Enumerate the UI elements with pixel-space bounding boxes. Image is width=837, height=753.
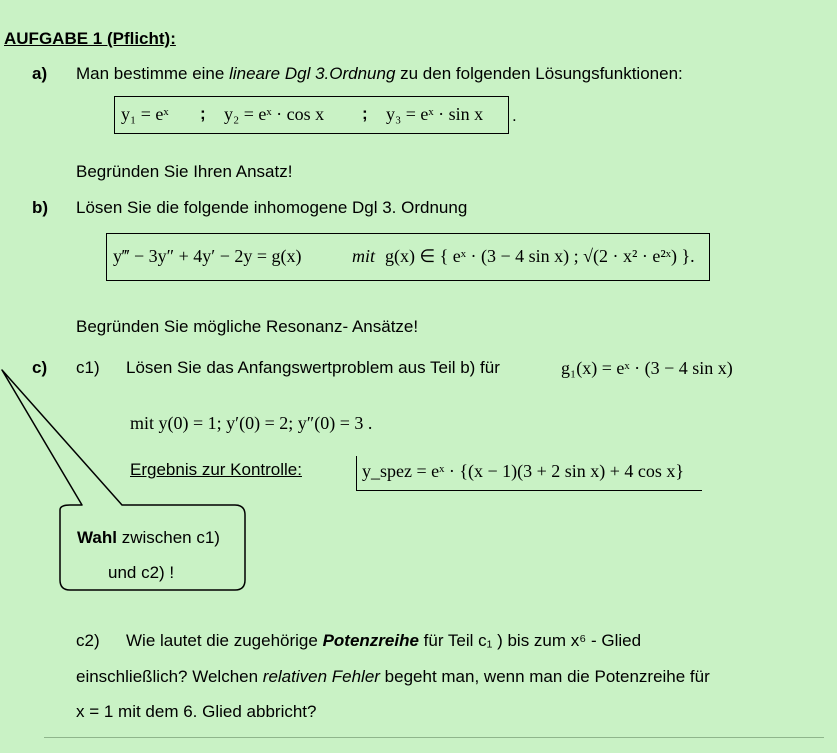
task-title: AUFGABE 1 (Pflicht): (4, 29, 176, 48)
callout-line-1: Wahl zwischen c1) (77, 528, 220, 547)
part-b-label: b) (32, 198, 49, 217)
separator-2: ; (362, 104, 368, 123)
part-a-text: Man bestimme eine lineare Dgl 3.Ordnung zu den folgenden Lösungsfunktionen: (76, 64, 683, 83)
bottom-divider (44, 737, 824, 738)
g-set: g(x) ∈ { eˣ · (3 − 4 sin x) ; √(2 · x² · e²ˣ) }. (385, 246, 695, 266)
c1-label: c1) (76, 358, 100, 377)
callout-line-2: und c2) ! (108, 563, 175, 582)
initial-conditions: mit y(0) = 1; y′(0) = 2; y″(0) = 3 . (130, 413, 373, 433)
ode-equation: y‴ − 3y″ + 4y′ − 2y = g(x) (113, 246, 302, 266)
part-c-label: c) (32, 358, 48, 377)
part-b-resonance: Begründen Sie mögliche Resonanz- Ansätze! (76, 317, 419, 336)
mit-word: mit (352, 246, 376, 266)
functions-period: . (512, 106, 517, 125)
solution-y3: y₃ = eˣ · sin x (386, 104, 484, 124)
part-b-text: Lösen Sie die folgende inhomogene Dgl 3. Ordnung (76, 198, 468, 217)
check-label: Ergebnis zur Kontrolle: (130, 460, 302, 479)
c2-line-1: Wie lautet die zugehörige Potenzreihe für Teil c₁ ) bis zum x⁶ - Glied (126, 631, 642, 650)
check-formula: y_spez = eˣ · {(x − 1)(3 + 2 sin x) + 4 cos x} (362, 461, 685, 481)
c2-line-3: x = 1 mit dem 6. Glied abbricht? (76, 702, 317, 721)
c2-label: c2) (76, 631, 100, 650)
part-a-label: a) (32, 64, 48, 83)
c1-text: Lösen Sie das Anfangswertproblem aus Teil b) für (126, 358, 500, 377)
solution-y1: y₁ = eˣ (121, 104, 169, 124)
c2-line-2: einschließlich? Welchen relativen Fehler begeht man, wenn man die Potenzreihe für (76, 667, 710, 686)
c1-g-function: g₁(x) = eˣ · (3 − 4 sin x) (561, 358, 733, 378)
solution-y2: y₂ = eˣ · cos x (224, 104, 325, 124)
separator-1: ; (200, 104, 206, 123)
part-a-justify: Begründen Sie Ihren Ansatz! (76, 162, 293, 181)
